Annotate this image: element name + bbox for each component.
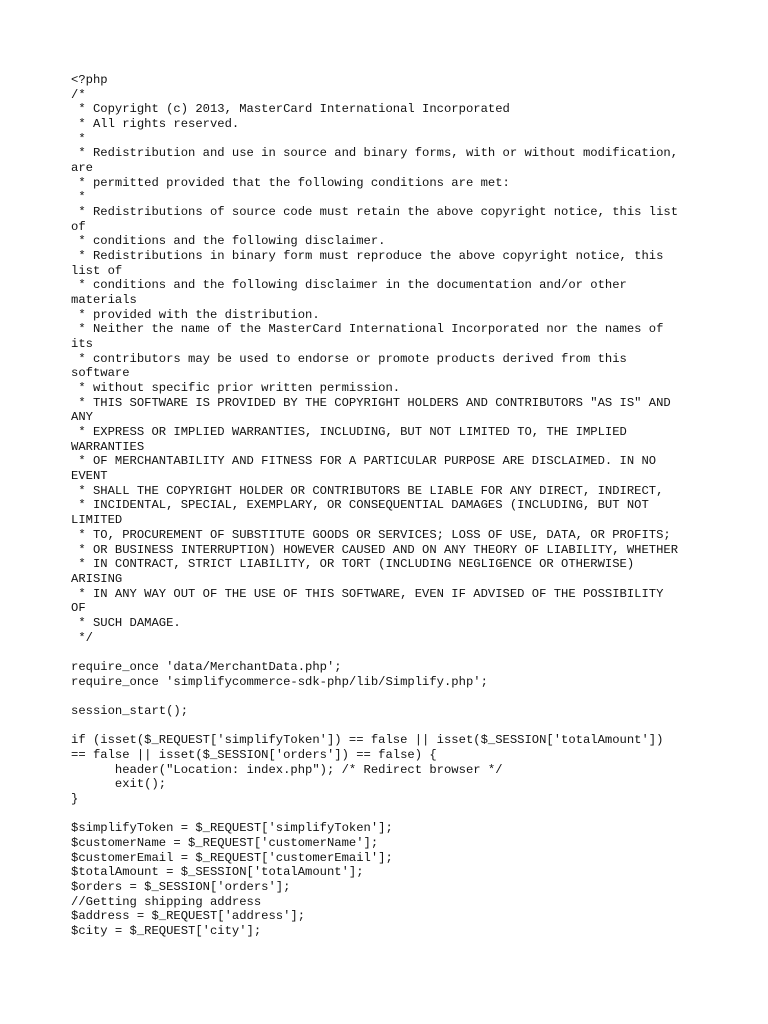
- code-line: ANY: [71, 410, 93, 425]
- code-line: * Neither the name of the MasterCard International Incorporated nor the names of: [71, 322, 664, 337]
- code-line: * provided with the distribution.: [71, 307, 320, 322]
- code-line: * IN CONTRACT, STRICT LIABILITY, OR TORT (INCLUDING NEGLIGENCE OR OTHERWISE): [71, 557, 635, 572]
- code-line: software: [71, 366, 130, 381]
- code-line: list of: [71, 263, 123, 278]
- code-line: * OF MERCHANTABILITY AND FITNESS FOR A PARTICULAR PURPOSE ARE DISCLAIMED. IN NO: [71, 454, 657, 469]
- code-line: * SUCH DAMAGE.: [71, 615, 181, 630]
- code-line: *: [71, 190, 86, 205]
- code-listing: [71, 73, 711, 939]
- code-line: *: [71, 131, 86, 146]
- code-line: WARRANTIES: [71, 439, 145, 454]
- code-line: * EXPRESS OR IMPLIED WARRANTIES, INCLUDING, BUT NOT LIMITED TO, THE IMPLIED: [71, 425, 627, 440]
- code-line: $customerEmail = $_REQUEST['customerEmail'];: [71, 850, 393, 865]
- code-line: $orders = $_SESSION['orders'];: [71, 879, 291, 894]
- code-line: OF: [71, 601, 86, 616]
- code-line: * IN ANY WAY OUT OF THE USE OF THIS SOFTWARE, EVEN IF ADVISED OF THE POSSIBILITY: [71, 586, 664, 601]
- code-line: * Copyright (c) 2013, MasterCard International Incorporated: [71, 102, 510, 117]
- code-line: $city = $_REQUEST['city'];: [71, 923, 262, 938]
- code-line: [71, 689, 711, 704]
- code-line: */: [71, 630, 93, 645]
- code-line: if (isset($_REQUEST['simplifyToken']) == false || isset($_SESSION['totalAmount']): [71, 733, 664, 748]
- code-line: <?php: [71, 73, 108, 87]
- code-line: * THIS SOFTWARE IS PROVIDED BY THE COPYRIGHT HOLDERS AND CONTRIBUTORS "AS IS" AND: [71, 395, 671, 410]
- code-line: * conditions and the following disclaimer in the documentation and/or other: [71, 278, 627, 293]
- code-line: header("Location: index.php"); /* Redirect browser */: [71, 762, 503, 777]
- code-line: [71, 719, 711, 734]
- code-line: * Redistribution and use in source and binary forms, with or without modification,: [71, 146, 679, 161]
- code-line: $totalAmount = $_SESSION['totalAmount'];: [71, 865, 364, 880]
- code-line: $address = $_REQUEST['address'];: [71, 909, 306, 924]
- code-line: * SHALL THE COPYRIGHT HOLDER OR CONTRIBUTORS BE LIABLE FOR ANY DIRECT, INDIRECT,: [71, 483, 664, 498]
- code-line: /*: [71, 87, 86, 102]
- code-line: * INCIDENTAL, SPECIAL, EXEMPLARY, OR CONSEQUENTIAL DAMAGES (INCLUDING, BUT NOT: [71, 498, 649, 513]
- code-line: materials: [71, 293, 137, 308]
- code-line: * Redistributions in binary form must reproduce the above copyright notice, this: [71, 249, 664, 264]
- code-line: * All rights reserved.: [71, 117, 240, 132]
- code-line: require_once 'simplifycommerce-sdk-php/lib/Simplify.php';: [71, 674, 488, 689]
- code-line: * Redistributions of source code must retain the above copyright notice, this list: [71, 205, 679, 220]
- code-line: $simplifyToken = $_REQUEST['simplifyToken'];: [71, 821, 393, 836]
- code-line: * OR BUSINESS INTERRUPTION) HOWEVER CAUSED AND ON ANY THEORY OF LIABILITY, WHETHER: [71, 542, 679, 557]
- code-line: EVENT: [71, 469, 108, 484]
- code-line: * without specific prior written permission.: [71, 381, 401, 396]
- code-line: == false || isset($_SESSION['orders']) == false) {: [71, 747, 437, 762]
- code-line: ARISING: [71, 571, 123, 586]
- code-line: require_once 'data/MerchantData.php';: [71, 659, 342, 674]
- code-line: [71, 645, 711, 660]
- code-line: exit();: [71, 777, 167, 792]
- code-line: $customerName = $_REQUEST['customerName'];: [71, 835, 379, 850]
- code-line: * TO, PROCUREMENT OF SUBSTITUTE GOODS OR SERVICES; LOSS OF USE, DATA, OR PROFITS;: [71, 527, 671, 542]
- code-line: * contributors may be used to endorse or promote products derived from this: [71, 351, 627, 366]
- code-line: [71, 807, 711, 822]
- code-line: its: [71, 337, 93, 352]
- code-line: * permitted provided that the following conditions are met:: [71, 175, 510, 190]
- code-line: }: [71, 791, 79, 806]
- code-line: session_start();: [71, 703, 189, 718]
- code-line: of: [71, 219, 86, 234]
- code-line: are: [71, 161, 93, 176]
- code-line: //Getting shipping address: [71, 894, 262, 909]
- code-line: LIMITED: [71, 513, 123, 528]
- code-line: * conditions and the following disclaimer.: [71, 234, 386, 249]
